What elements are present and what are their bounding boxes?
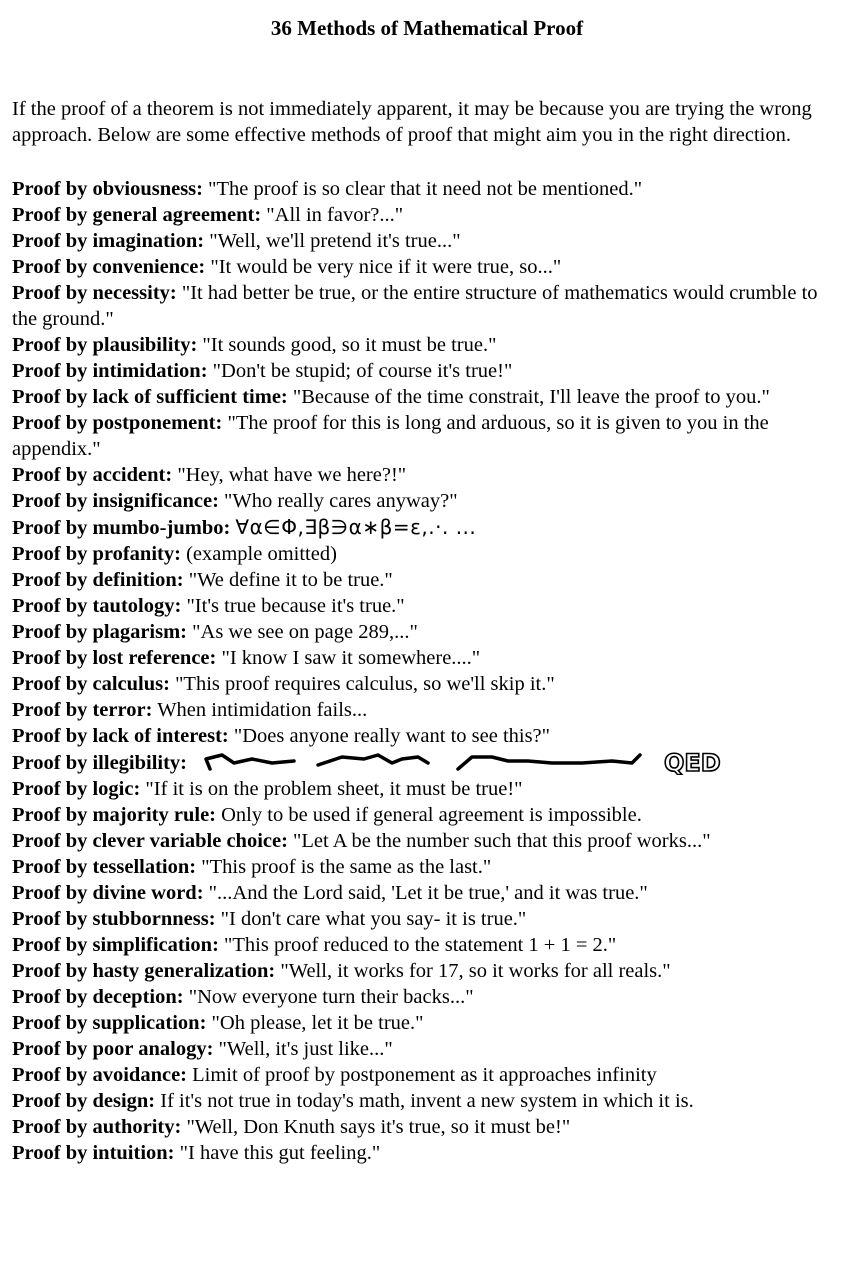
proof-term: Proof by calculus: bbox=[12, 673, 170, 695]
proof-term: Proof by tautology: bbox=[12, 595, 182, 617]
proof-term: Proof by plausibility: bbox=[12, 334, 198, 356]
proof-term: Proof by plagarism: bbox=[12, 621, 188, 643]
proof-term: Proof by convenience: bbox=[12, 256, 206, 278]
proof-description: "Hey, what have we here?!" bbox=[177, 464, 407, 486]
list-item bbox=[12, 228, 838, 254]
proof-description: "This proof requires calculus, so we'll skip it." bbox=[175, 673, 555, 695]
list-item bbox=[12, 619, 838, 645]
proof-term: Proof by supplication: bbox=[12, 1012, 207, 1034]
proof-description: "The proof is so clear that it need not be mentioned." bbox=[208, 178, 643, 200]
list-item bbox=[12, 1114, 838, 1140]
proof-term: Proof by poor analogy: bbox=[12, 1038, 214, 1060]
proof-term: Proof by clever variable choice: bbox=[12, 830, 288, 852]
intro-paragraph: If the proof of a theorem is not immediately apparent, it may be because you are trying the wrong approach. Below are some effective methods of proof that might aim you in the right direction. bbox=[12, 98, 812, 146]
proof-description: "Now everyone turn their backs..." bbox=[188, 986, 474, 1008]
proof-term: Proof by postponement: bbox=[12, 412, 223, 434]
list-item bbox=[12, 958, 838, 984]
proof-description: "All in favor?..." bbox=[266, 204, 404, 226]
proof-description: "Well, we'll pretend it's true..." bbox=[209, 230, 461, 252]
proof-term: Proof by lack of sufficient time: bbox=[12, 386, 288, 408]
list-item bbox=[12, 749, 838, 776]
proof-description: "Well, it's just like..." bbox=[218, 1038, 393, 1060]
proof-description: "...And the Lord said, 'Let it be true,' and it was true." bbox=[208, 882, 648, 904]
list-item bbox=[12, 697, 838, 723]
illegible-scribble bbox=[192, 749, 752, 775]
proof-description: "We define it to be true." bbox=[188, 569, 393, 591]
proof-description: "Who really cares anyway?" bbox=[224, 490, 458, 512]
proof-term: Proof by intimidation: bbox=[12, 360, 208, 382]
proof-term: Proof by stubbornness: bbox=[12, 908, 216, 930]
proof-term: Proof by profanity: bbox=[12, 543, 181, 565]
qed-mark: QED bbox=[664, 749, 721, 775]
proof-description: "Does anyone really want to see this?" bbox=[233, 725, 551, 747]
list-item bbox=[12, 802, 838, 828]
proof-term: Proof by accident: bbox=[12, 464, 173, 486]
list-item bbox=[12, 488, 838, 514]
proof-term: Proof by design: bbox=[12, 1090, 156, 1112]
list-item bbox=[12, 776, 838, 802]
proof-term: Proof by deception: bbox=[12, 986, 184, 1008]
proof-term: Proof by divine word: bbox=[12, 882, 204, 904]
list-item bbox=[12, 410, 838, 462]
proof-description: "It would be very nice if it were true, so..." bbox=[210, 256, 562, 278]
proof-term: Proof by necessity: bbox=[12, 282, 177, 304]
proof-term: Proof by lost reference: bbox=[12, 647, 217, 669]
list-item bbox=[12, 280, 838, 332]
proof-description: Only to be used if general agreement is impossible. bbox=[221, 804, 642, 826]
proof-description: "It's true because it's true." bbox=[186, 595, 405, 617]
proof-description: "As we see on page 289,..." bbox=[192, 621, 418, 643]
proof-description: "Let A be the number such that this proof works..." bbox=[293, 830, 711, 852]
proof-description: "Don't be stupid; of course it's true!" bbox=[212, 360, 513, 382]
list-item bbox=[12, 671, 838, 697]
mumbo-jumbo-symbols: ∀α∈Φ,∃β∋α∗β=ε,.·. ... bbox=[235, 515, 477, 539]
proof-description: "I know I saw it somewhere...." bbox=[221, 647, 481, 669]
list-item bbox=[12, 828, 838, 854]
proof-description: "If it is on the problem sheet, it must be true!" bbox=[145, 778, 523, 800]
proof-term: Proof by simplification: bbox=[12, 934, 219, 956]
proof-term: Proof by imagination: bbox=[12, 230, 205, 252]
proof-term: Proof by logic: bbox=[12, 778, 141, 800]
list-item bbox=[12, 567, 838, 593]
list-item bbox=[12, 1036, 838, 1062]
proof-description: "This proof is the same as the last." bbox=[201, 856, 492, 878]
list-item bbox=[12, 854, 838, 880]
proof-description: "I don't care what you say- it is true." bbox=[220, 908, 527, 930]
proof-term: Proof by definition: bbox=[12, 569, 184, 591]
proof-term: Proof by authority: bbox=[12, 1116, 182, 1138]
list-item bbox=[12, 932, 838, 958]
proof-term: Proof by hasty generalization: bbox=[12, 960, 276, 982]
proof-term: Proof by avoidance: bbox=[12, 1064, 188, 1086]
proof-description: "The proof for this is long and arduous, so it is given to you in the appendix." bbox=[12, 412, 769, 460]
proof-term: Proof by mumbo-jumbo: bbox=[12, 517, 231, 539]
list-item bbox=[12, 176, 838, 202]
list-item bbox=[12, 1062, 838, 1088]
list-item bbox=[12, 202, 838, 228]
proof-term: Proof by terror: bbox=[12, 699, 153, 721]
proof-term: Proof by majority rule: bbox=[12, 804, 216, 826]
proof-term: Proof by insignificance: bbox=[12, 490, 219, 512]
proof-description: (example omitted) bbox=[186, 543, 337, 565]
proof-term: Proof by intuition: bbox=[12, 1142, 175, 1164]
proof-description: "Oh please, let it be true." bbox=[211, 1012, 424, 1034]
proof-description: "Well, Don Knuth says it's true, so it must be!" bbox=[186, 1116, 571, 1138]
proof-description: When intimidation fails... bbox=[157, 699, 368, 721]
proof-term: Proof by tessellation: bbox=[12, 856, 197, 878]
proof-description: "It had better be true, or the entire structure of mathematics would crumble to the ground." bbox=[12, 282, 818, 330]
list-item bbox=[12, 880, 838, 906]
proof-term: Proof by general agreement: bbox=[12, 204, 262, 226]
list-item bbox=[12, 723, 838, 749]
proof-term: Proof by lack of interest: bbox=[12, 725, 229, 747]
proof-description: "It sounds good, so it must be true." bbox=[202, 334, 497, 356]
list-item bbox=[12, 1010, 838, 1036]
list-item bbox=[12, 1140, 838, 1166]
page-title: 36 Methods of Mathematical Proof bbox=[270, 16, 584, 40]
list-item bbox=[12, 254, 838, 280]
list-item bbox=[12, 645, 838, 671]
list-item bbox=[12, 332, 838, 358]
list-item bbox=[12, 384, 838, 410]
proof-term: Proof by illegibility: bbox=[12, 752, 188, 774]
list-item bbox=[12, 984, 838, 1010]
list-item bbox=[12, 1088, 838, 1114]
list-item bbox=[12, 514, 838, 541]
document-page bbox=[12, 14, 838, 1166]
list-item bbox=[12, 906, 838, 932]
proof-description: "I have this gut feeling." bbox=[179, 1142, 381, 1164]
list-item bbox=[12, 462, 838, 488]
proof-term: Proof by obviousness: bbox=[12, 178, 203, 200]
proof-description: Limit of proof by postponement as it approaches infinity bbox=[192, 1064, 657, 1086]
proof-description: "Well, it works for 17, so it works for all reals." bbox=[280, 960, 671, 982]
proof-list bbox=[12, 176, 838, 1166]
proof-description: If it's not true in today's math, invent a new system in which it is. bbox=[160, 1090, 694, 1112]
proof-description: "Because of the time constrait, I'll leave the proof to you." bbox=[292, 386, 770, 408]
proof-description: "This proof reduced to the statement 1 + 1 = 2." bbox=[224, 934, 617, 956]
list-item bbox=[12, 358, 838, 384]
list-item bbox=[12, 541, 838, 567]
list-item bbox=[12, 593, 838, 619]
